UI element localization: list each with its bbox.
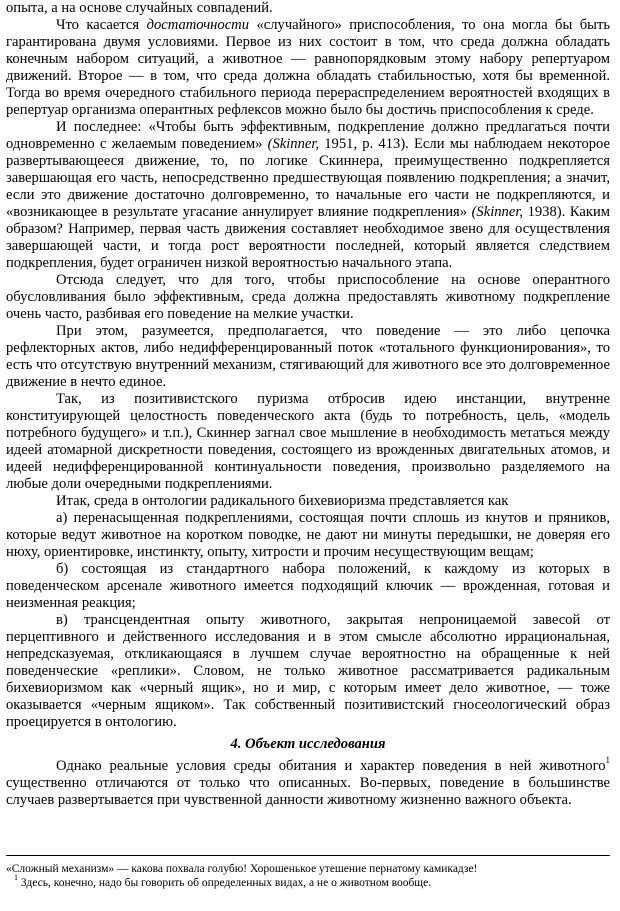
text-run: 1951, p. 413). Если мы наблюдаем некоторое развертывающееся движение, то, по логике Скиннера, преимущественно подкрепляется завершающая его часть, непосредственно предшествующая появлению подкрепления; а значит, если это движение достаточно долговременно, то начальные его части не подкрепляются, и «возникающее в результате угасание аннулирует влияние подкрепления» [6, 136, 611, 220]
footnote-ref: 1 [605, 755, 610, 766]
text-run: 1938). Каким образом? Например, первая часть движения составляет необходимое звено для осуществления завершающей части, и тогда рост вероятности последней, который является следствием подкрепления, будет ограничен низкой вероятностью начального этапа. [6, 204, 610, 271]
list-item: б) состоящая из стандартного набора положений, к каждому из которых в поведенческом арсенале животного имеется подходящий ключик — врожденная, готовая и неизменная реакция; [6, 561, 610, 611]
paragraph: Итак, среда в онтологии радикального бихевиоризма представляется как [56, 493, 509, 509]
text-run: существенно отличаются от только что описанных. Во-первых, поведение в большинстве случаев развертывается при чувственной данности животному жизненно важного объекта. [6, 775, 610, 808]
citation-author: (Skinner, [471, 204, 524, 220]
footnote-text: Здесь, конечно, надо бы говорить об определенных видах, а не о животном вообще. [18, 877, 432, 889]
text-run: «случайного» приспособления, то она могла бы быть гарантирована двумя условиями. Первое из них состоит в том, что среда должна обладать конечным набором ситуаций, а животное — равнопорядковым этому набору репертуаром движений. Второе — в том, что среда должна обладать стабильностью, хотя бы временной. Тогда во время очередного стабильного периода перераспределением вероятностей входящих в репертуар организма оперантных рефлексов можно было бы достичь приспособления к среде. [6, 17, 611, 118]
emphasis-text: достаточности [146, 17, 250, 33]
paragraph: При этом, разумеется, предполагается, что поведение — это либо цепочка рефлекторных актов, либо недифференцированный поток «тотального функционирования», то есть что отсутствую внутренний механизм, стягивающий для животного все это долговременное движение в нечто единое. [6, 323, 610, 390]
footnotes [6, 862, 610, 890]
paragraph [6, 119, 610, 272]
paragraph: опыта, а на основе случайных совпадений. [6, 0, 273, 16]
paragraph: Так, из позитивистского пуризма отбросив идею инстанции, внутренне конституирующей целостность поведенческого акта (будь то потребность, цель, «модель потребного будущего» и т.п.), Скиннер загнал свое мышление в необходимость метаться между идеей атомарной дискретности поведения, состоящего из врожденных двигательных атомов, и идеей недифференцированной континуальности поведения, произвольно разделяемого на любые доли очередными подкреплениями. [6, 391, 610, 492]
footer-note: «Сложный механизм» — какова похвала голубю! Хорошенькое утешение пернатому камикадзе! [6, 863, 478, 875]
footnote-number: 1 [14, 873, 18, 883]
text-run: Однако реальные условия среды обитания и характер поведения в ней животного [56, 758, 606, 774]
text-run: Что касается [56, 17, 147, 33]
list-item: в) трансцендентная опыту животного, закрытая непроницаемой завесой от перцептивного и действенного исследования и в этом смысле абсолютно иррациональная, непредсказуемая, откликающаяся в лучшем случае вероятностно на обращенные к ней поведенческие «реплики». Словом, не только животное рассматривается радикальным бихевиоризмом как «черный ящик», но и мир, с которым имеет дело животное, — тоже оказывается «черным ящиком». Так собственный позитивистский гносеологический образ проецируется в онтологию. [6, 612, 610, 730]
text-run: И последнее: «Чтобы быть эффективным, подкрепление должно предлагаться почти одновременно с желаемым поведением» [6, 119, 610, 152]
section-heading: 4. Объект исследования [230, 736, 386, 752]
footnote-divider [6, 855, 610, 856]
footnote [6, 873, 610, 890]
document-page [6, 0, 611, 889]
paragraph: Отсюда следует, что для того, чтобы приспособление на основе оперантного обусловливания было эффективным, среда должна предоставлять животному подкрепление очень часто, разбивая его поведение на мелкие участки. [6, 272, 610, 322]
paragraph [6, 755, 610, 809]
list-item: а) перенасыщенная подкреплениями, состоящая почти сплошь из кнутов и пряников, которые ведут животное на коротком поводке, не дают ни минуты передышки, не доверяя его нюху, ориентировке, инстинкту, опыту, хитрости и прочим несуществующим вещам; [6, 510, 610, 560]
paragraph [6, 17, 610, 119]
citation-author: (Skinner, [267, 136, 320, 152]
